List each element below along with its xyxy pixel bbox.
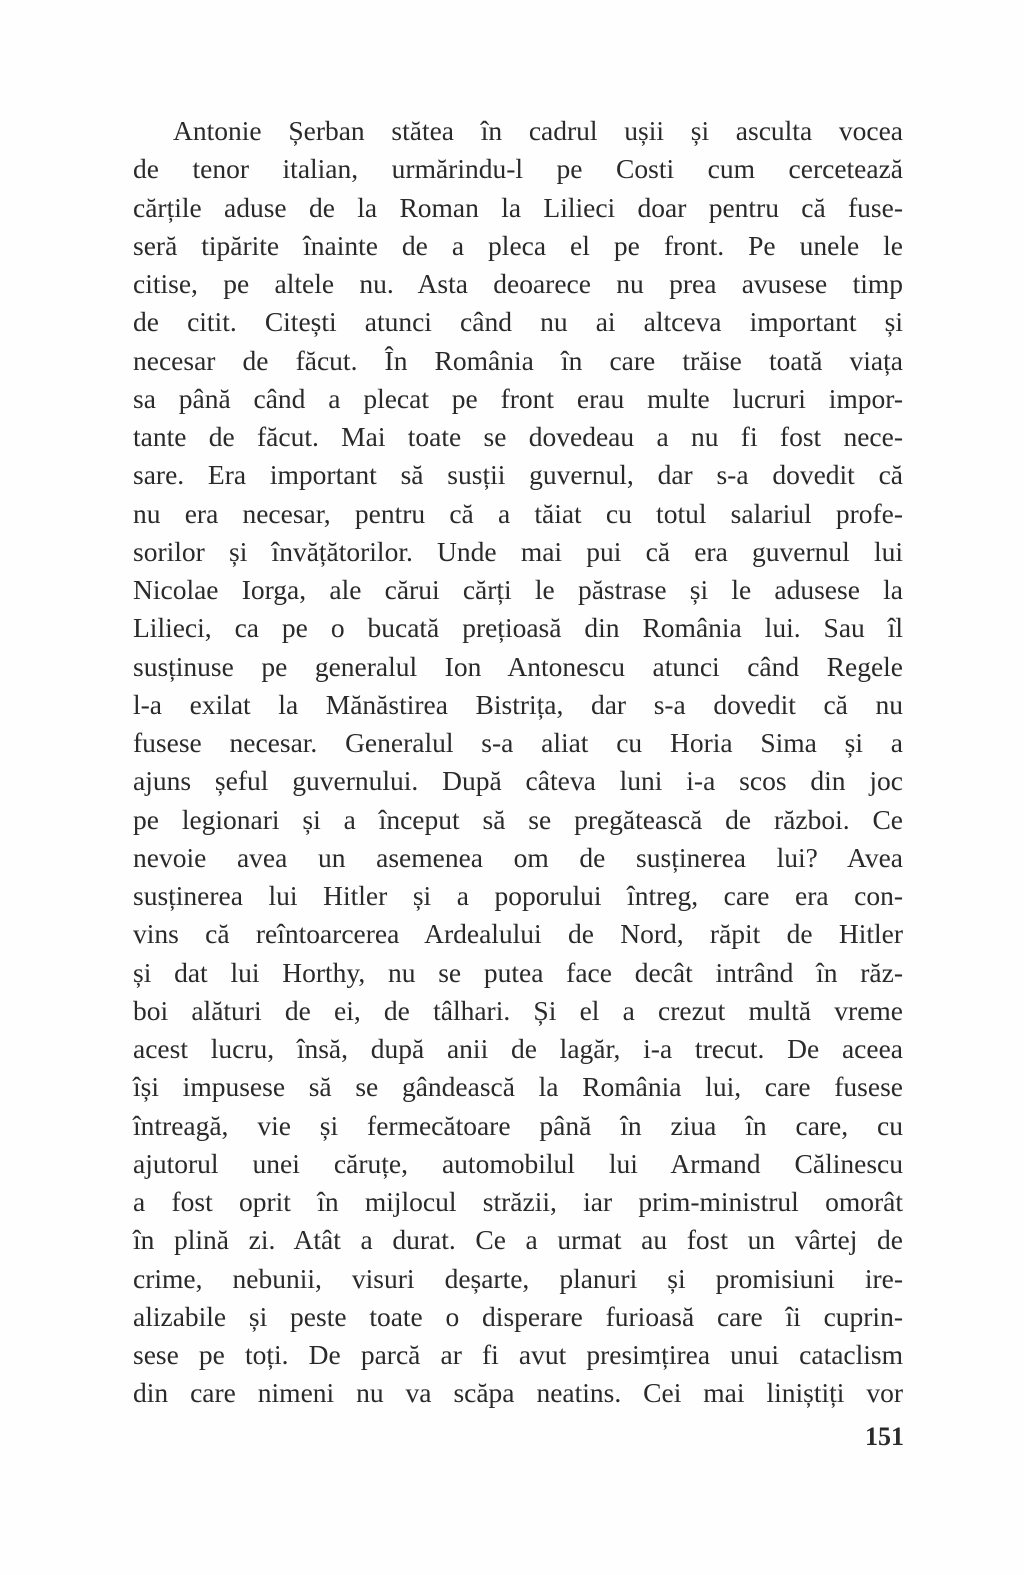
text-line: sa până când a plecat pe front erau multe lucruri impor- <box>133 382 903 414</box>
text-line: în plină zi. Atât a durat. Ce a urmat au fost un vârtej de <box>133 1224 903 1256</box>
text-line: și dat lui Horthy, nu se putea face decât intrând în răz- <box>133 956 903 988</box>
text-line: acest lucru, însă, după anii de lagăr, i-a trecut. De aceea <box>133 1033 903 1064</box>
text-line: sorilor și învățătorilor. Unde mai pui că era guvernul lui <box>133 535 903 567</box>
text-line: vins că reîntoarcerea Ardealului de Nord, răpit de Hitler <box>133 918 903 950</box>
text-line: întreagă, vie și fermecătoare până în ziua în care, cu <box>133 1109 903 1141</box>
text-line: din care nimeni nu va scăpa neatins. Cei mai liniștiți vor <box>133 1377 903 1409</box>
text-line: susținerea lui Hitler și a poporului întreg, care era con- <box>133 880 903 911</box>
text-line: cărțile aduse de la Roman la Lilieci doar pentru că fuse- <box>133 191 903 223</box>
text-line: alizabile și peste toate o disperare furioasă care îi cuprin- <box>133 1300 903 1332</box>
text-line: Lilieci, ca pe o bucată prețioasă din România lui. Sau îl <box>133 612 903 644</box>
text-line: tante de făcut. Mai toate se dovedeau a nu fi fost nece- <box>133 421 903 452</box>
text-line: a fost oprit în mijlocul străzii, iar prim-ministrul omorât <box>133 1186 903 1217</box>
text-line: ajutorul unei căruțe, automobilul lui Armand Călinescu <box>133 1147 903 1179</box>
text-line: sese pe toți. De parcă ar fi avut presimțirea unui cataclism <box>133 1339 903 1370</box>
text-line: Nicolae Iorga, ale cărui cărți le păstrase și le adusese la <box>133 574 903 605</box>
text-line: l-a exilat la Mănăstirea Bistrița, dar s-a dovedit că nu <box>133 688 903 720</box>
text-line: necesar de făcut. În România în care trăise toată viața <box>133 344 903 376</box>
text-line: susținuse pe generalul Ion Antonescu atunci când Regele <box>133 650 903 682</box>
text-line: sare. Era important să susții guvernul, dar s-a dovedit că <box>133 459 903 491</box>
text-line: de citit. Citești atunci când nu ai altceva important și <box>133 306 903 338</box>
text-line: citise, pe altele nu. Asta deoarece nu prea avusese timp <box>133 268 903 299</box>
text-line: boi alături de ei, de tâlhari. Și el a crezut multă vreme <box>133 994 903 1026</box>
text-line: pe legionari și a început să se pregătească de război. Ce <box>133 803 903 835</box>
text-line: nevoie avea un asemenea om de susținerea lui? Avea <box>133 841 903 873</box>
text-line: seră tipărite înainte de a pleca el pe front. Pe unele le <box>133 229 903 261</box>
body-text-paragraph <box>133 112 903 1413</box>
text-line: nu era necesar, pentru că a tăiat cu totul salariul profe- <box>133 497 903 529</box>
text-line: de tenor italian, urmărindu-l pe Costi cum cercetează <box>133 153 903 185</box>
page-number: 151 <box>865 1422 904 1451</box>
text-line: crime, nebunii, visuri deșarte, planuri și promisiuni ire- <box>133 1262 903 1294</box>
text-line: fusese necesar. Generalul s-a aliat cu Horia Sima și a <box>133 727 903 758</box>
text-line: Antonie Șerban stătea în cadrul ușii și asculta vocea <box>173 115 903 146</box>
text-line: ajuns șeful guvernului. După câteva luni i-a scos din joc <box>133 765 903 797</box>
text-line: își impusese să se gândească la România lui, care fusese <box>133 1071 903 1103</box>
